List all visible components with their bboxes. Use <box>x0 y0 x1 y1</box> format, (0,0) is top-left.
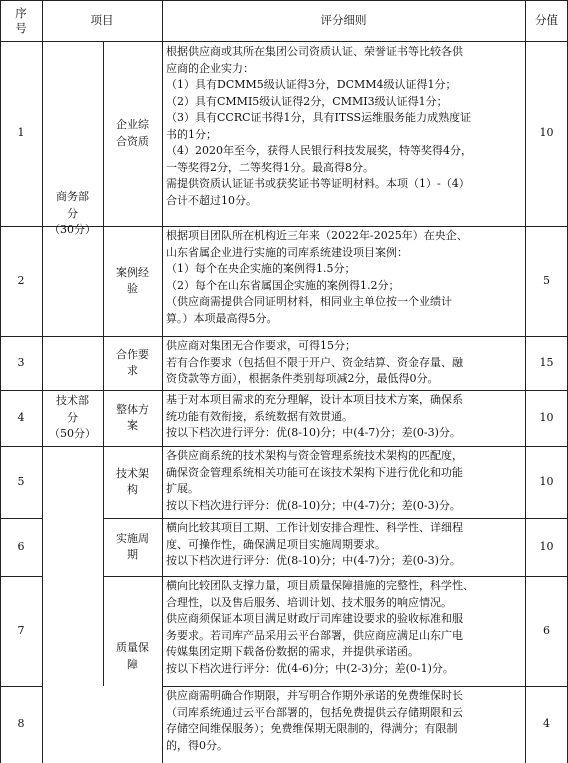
header-detail <box>162 0 525 41</box>
group-technical-line2: 分 <box>67 410 78 424</box>
detail-line: （司库系统通过云平台部署的，包括免费提供云存储期限和云 <box>166 705 463 719</box>
detail-line: 按以下档次进行评分：优(4-6)分；中(2-3)分；差(0-1)分。 <box>166 661 454 675</box>
row-score <box>525 686 568 763</box>
seq-value: 7 <box>17 623 25 637</box>
row-subitem <box>103 41 162 226</box>
detail-line: 供应商对集团无合作要求，可得15分； <box>166 339 356 352</box>
header-score-label: 分值 <box>535 13 558 28</box>
seq-value: 5 <box>17 474 25 488</box>
detail-line: 根据供应商或其所在集团公司资质认证、荣誉证书等比较各供 <box>166 45 463 58</box>
subitem-line: 整体方 <box>116 402 149 416</box>
header-detail-label: 评分细则 <box>320 13 367 28</box>
row-subitem <box>103 446 162 518</box>
detail-line: （3）具有CCRC证书得1分，具有ITSS运维服务能力成熟度证 <box>166 111 472 124</box>
group-technical-line3: （50分） <box>49 427 96 441</box>
subitem-line: 求 <box>127 364 138 377</box>
detail-line: （1）具有DCMM5级认证得3分，DCMM4级认证得1分； <box>166 78 457 91</box>
score-value: 4 <box>543 717 550 731</box>
header-item <box>42 0 162 41</box>
row-score <box>525 226 568 336</box>
subitem-line: 合资质 <box>116 134 149 148</box>
detail-line: 供应商须保证本项目满足财政厅司库建设要求的验收标准和服 <box>166 612 463 625</box>
header-seq-label: 序号 <box>15 5 27 35</box>
header-seq <box>0 0 42 41</box>
row-score <box>525 390 568 446</box>
subitem-line: 案例经 <box>116 265 149 279</box>
score-value: 10 <box>539 539 554 553</box>
subitem-line: 验 <box>127 282 138 295</box>
detail-line: （供应商需提供合同证明材料，相同业主单位按一个业绩计 <box>166 295 452 308</box>
seq-value: 3 <box>17 355 25 369</box>
row-seq <box>0 41 42 226</box>
detail-line: 统功能有效衔接，系统数据有效贯通。 <box>166 409 353 423</box>
row-detail <box>162 336 525 390</box>
group-technical <box>42 390 103 446</box>
row-score <box>525 446 568 518</box>
subitem-line: 质量保 <box>116 641 149 654</box>
group-business-line3: （30分） <box>49 223 96 237</box>
seq-value: 8 <box>17 717 25 731</box>
group-business <box>42 182 103 246</box>
detail-line: 山东省属企业进行实施的司库系统建设项目案例： <box>166 245 408 259</box>
group-technical-line1: 技术部 <box>56 394 89 408</box>
group-business-line2: 分 <box>67 206 78 220</box>
header-score <box>525 0 568 41</box>
row-detail <box>162 41 525 226</box>
row-seq <box>0 390 42 446</box>
subitem-line: 障 <box>127 657 138 671</box>
subitem-line: 技术架 <box>116 466 149 480</box>
detail-line: 务要求。若司库产品采用云平台部署，供应商应满足山东广电 <box>166 628 463 642</box>
header-item-label: 项目 <box>90 13 114 28</box>
row-score <box>525 518 568 576</box>
detail-line: 扩展。 <box>166 482 199 495</box>
row-detail <box>162 686 525 763</box>
detail-line: 横向比较团队支撑力量，项目质量保障措施的完整性，科学性、 <box>166 579 474 592</box>
row-subitem <box>103 336 162 390</box>
detail-line: 算。）本项最高得5分。 <box>166 311 278 325</box>
detail-line: 按以下档次进行评分：优(8-10)分；中(4-7)分；差(0-3)分。 <box>166 554 461 567</box>
detail-line: 若有合作要求（包括但不限于开户、资金结算、资金存量、融 <box>166 355 463 369</box>
group-business-line1: 商务部 <box>56 190 89 204</box>
detail-line: 各供应商系统的技术架构与资金管理系统技术架构的匹配度， <box>166 449 463 462</box>
row-detail <box>162 226 525 336</box>
detail-line: 书的1分； <box>166 127 217 141</box>
detail-line: 的，得0分。 <box>166 738 228 752</box>
detail-line: 根据项目团队所在机构近三年来（2022年-2025年）在央企、 <box>166 229 468 242</box>
row-detail <box>162 390 525 446</box>
detail-line: 供应商需明确合作期限，并写明合作期外承诺的免费维保时长 <box>166 689 463 702</box>
col-divider <box>42 0 43 763</box>
score-value: 10 <box>539 126 554 140</box>
detail-line: 传媒集团定期下载备份数据的需求，并提供承诺函。 <box>166 645 419 658</box>
score-value: 10 <box>539 474 554 488</box>
row-detail <box>162 576 525 686</box>
row-subitem <box>103 518 162 576</box>
detail-line: （4）2020年至今，获得人民银行科技发展奖，特等奖得4分， <box>166 144 472 157</box>
detail-line: 存储空间维保服务）；免费维保期无限制的，得满分；有限制 <box>166 722 458 735</box>
detail-line: （1）每个在央企实施的案例得1.5分； <box>166 262 356 275</box>
detail-line: 需提供资质认证证书或获奖证书等证明材料。本项（1）-（4） <box>166 177 470 190</box>
row-detail <box>162 446 525 518</box>
row-seq <box>0 686 42 763</box>
row-detail <box>162 518 525 576</box>
detail-line: 应商的企业实力： <box>166 61 254 75</box>
detail-line: 确保资金管理系统相关功能可在该技术架构下进行优化和功能 <box>166 465 463 479</box>
detail-line: （2）具有CMMI5级认证得2分，CMMI3级认证得1分； <box>166 94 448 108</box>
score-value: 10 <box>539 410 554 424</box>
score-value: 6 <box>543 623 550 637</box>
detail-line: 合理性，以及售后服务、培训计划、技术服务的响应情况。 <box>166 595 452 609</box>
row-score <box>525 576 568 686</box>
row-subitem <box>103 640 162 680</box>
detail-line: （2）每个在山东省属国企实施的案例得1.2分； <box>166 278 400 292</box>
detail-line: 按以下档次进行评分：优(8-10)分；中(4-7)分；差(0-3)分。 <box>166 426 461 439</box>
detail-line: 基于对本项目需求的充分理解，设计本项目技术方案，确保系 <box>166 393 463 406</box>
score-value: 15 <box>539 355 554 369</box>
score-value: 5 <box>543 273 550 287</box>
seq-value: 2 <box>17 273 25 287</box>
subitem-line: 企业综 <box>116 118 149 131</box>
row-seq <box>0 336 42 390</box>
row-score <box>525 336 568 390</box>
subitem-line: 实施周 <box>116 531 149 545</box>
row-seq <box>0 226 42 336</box>
row-seq <box>0 446 42 518</box>
row-score <box>525 41 568 226</box>
detail-line: 按以下档次进行评分：优(8-10)分；中(4-7)分；差(0-3)分。 <box>166 498 461 512</box>
detail-line: 度、可操作性，确保满足项目实施周期要求。 <box>166 537 386 551</box>
subitem-line: 案 <box>127 419 138 432</box>
row-subitem <box>103 390 162 446</box>
seq-value: 4 <box>17 410 25 424</box>
seq-value: 1 <box>17 126 25 140</box>
seq-value: 6 <box>17 539 25 553</box>
detail-line: 合计不超过10分。 <box>166 193 257 207</box>
row-subitem <box>103 226 162 336</box>
row-seq <box>0 576 42 686</box>
detail-line: 一等奖得2分，二等奖得1分。最高得8分。 <box>166 160 374 174</box>
row-seq <box>0 518 42 576</box>
subitem-line: 构 <box>127 483 138 496</box>
detail-line: 资贷款等方面），根据条件类别每项减2分，最低得0分。 <box>166 372 439 385</box>
subitem-line: 合作要 <box>116 347 149 361</box>
subitem-line: 期 <box>127 548 138 561</box>
detail-line: 横向比较其项目工期、工作计划安排合理性、科学性、详细程 <box>166 521 463 534</box>
